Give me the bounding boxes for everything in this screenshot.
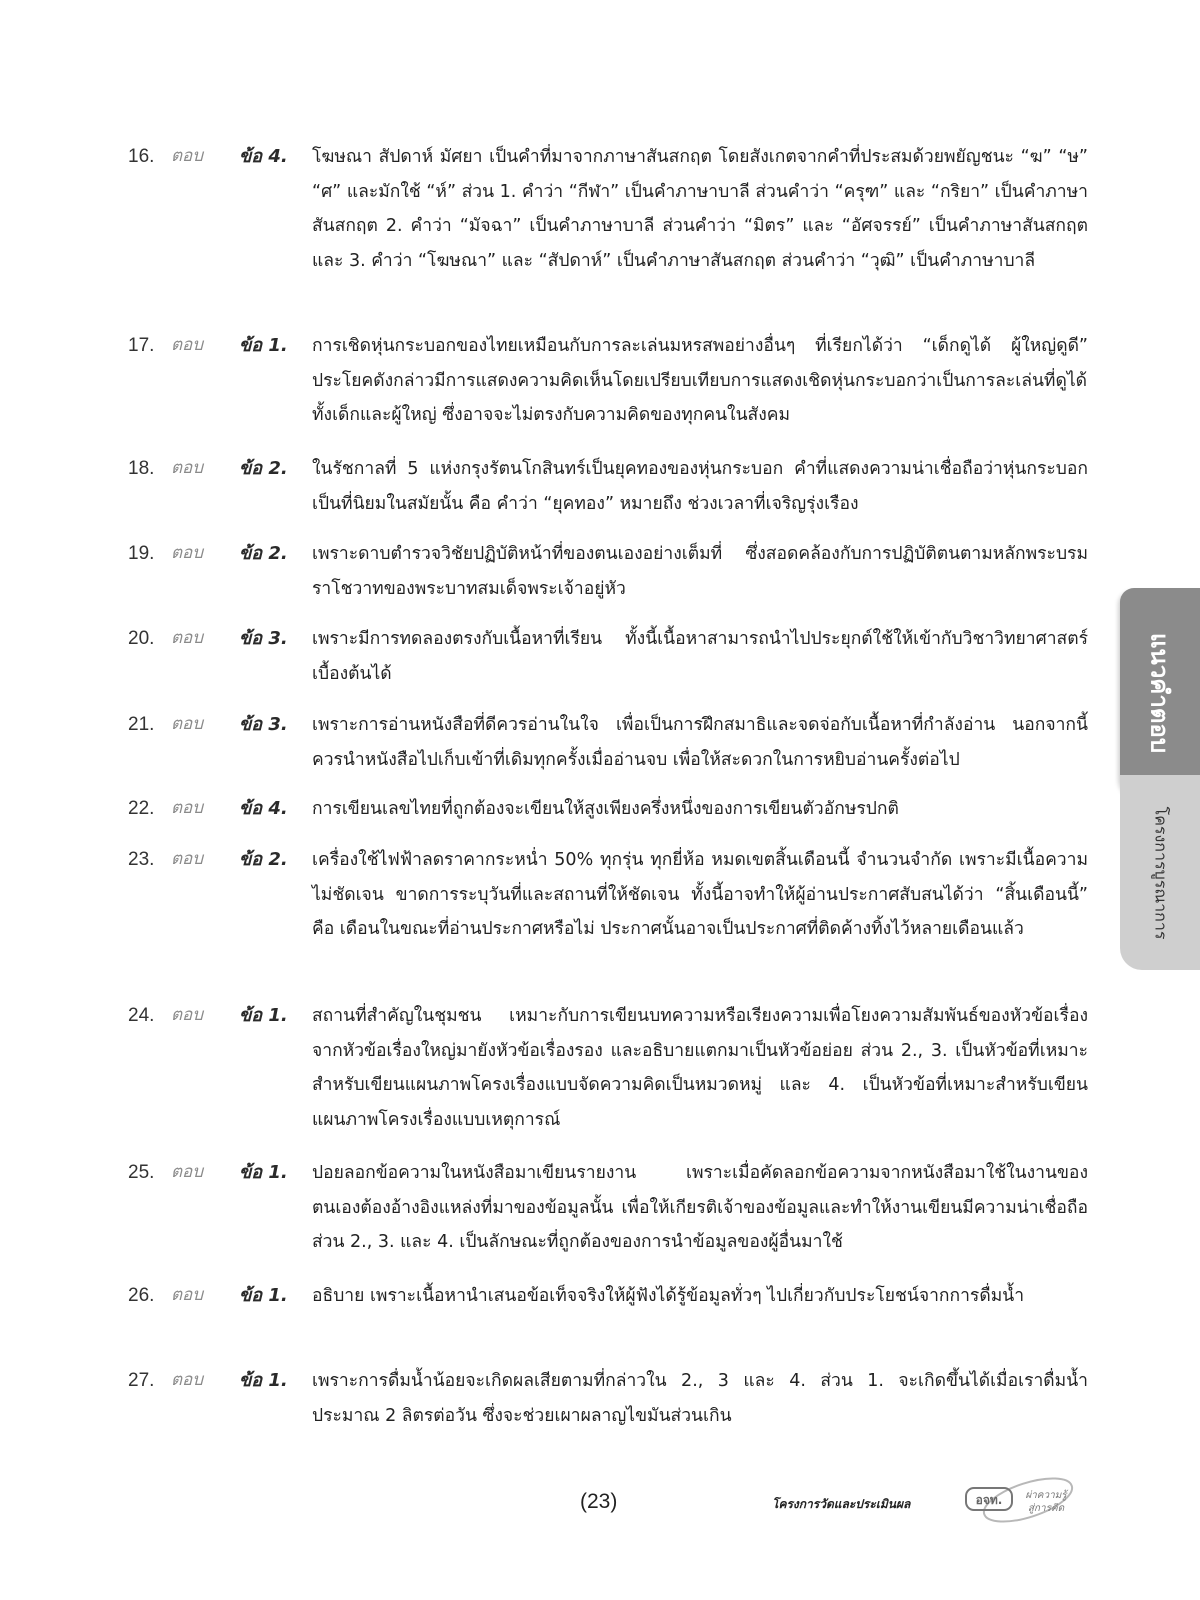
answer-number: 23. bbox=[128, 849, 155, 870]
answer-explanation: ปอยลอกข้อความในหนังสือมาเขียนรายงาน เพราะเมื่อคัดลอกข้อความจากหนังสือมาใช้ในงานของตนเองต้องอ้างอิงแหล่งที่มาของข้อมูลนั้น เพื่อให้เกียรติเจ้าของข้อมูลและทำให้งานเขียนมีความน่าเชื่อถือ ส่วน 2., 3. และ 4. เป็นลักษณะที่ถูกต้องของการนำข้อมูลของผู้อื่นมาใช้ bbox=[312, 1163, 1088, 1252]
answer-number: 16. bbox=[128, 146, 155, 167]
answer-choice: ข้อ 1. bbox=[239, 1162, 288, 1183]
answer-number: 20. bbox=[128, 628, 155, 649]
answer-choice: ข้อ 1. bbox=[239, 1285, 288, 1306]
answer-word: ตอบ bbox=[171, 1162, 204, 1182]
publisher-logo bbox=[960, 1470, 1080, 1530]
answer-choice: ข้อ 2. bbox=[239, 543, 288, 564]
answer-number: 22. bbox=[128, 798, 155, 819]
answer-choice: ข้อ 1. bbox=[239, 335, 288, 356]
answer-word: ตอบ bbox=[171, 1370, 204, 1390]
answer-number: 17. bbox=[128, 335, 155, 356]
answer-word: ตอบ bbox=[171, 146, 204, 166]
answer-word: ตอบ bbox=[171, 543, 204, 563]
answer-word: ตอบ bbox=[171, 458, 204, 478]
answer-word: ตอบ bbox=[171, 798, 204, 818]
answer-word: ตอบ bbox=[171, 1005, 204, 1025]
footer-project-title: โครงการวัดและประเมินผล bbox=[772, 1497, 911, 1511]
answer-word: ตอบ bbox=[171, 335, 204, 355]
answer-number: 18. bbox=[128, 458, 155, 479]
page-number: (23) bbox=[580, 1490, 618, 1513]
answer-choice: ข้อ 3. bbox=[239, 714, 288, 735]
answer-explanation: เพราะมีการทดลองตรงกับเนื้อหาที่เรียน ทั้งนี้เนื้อหาสามารถนำไปประยุกต์ใช้ให้เข้ากับวิชาวิทยาศาสตร์เบื้องต้นได้ bbox=[312, 629, 1088, 684]
logo-abbrev: อจท. bbox=[975, 1493, 1003, 1507]
answer-number: 21. bbox=[128, 714, 155, 735]
answer-explanation: เพราะการอ่านหนังสือที่ดีควรอ่านในใจ เพื่อเป็นการฝึกสมาธิและจดจ่อกับเนื้อหาที่กำลังอ่าน นอกจากนี้ควรนำหนังสือไปเก็บเข้าที่เดิมทุกครั้งเมื่ออ่านจบ เพื่อให้สะดวกในการหยิบอ่านครั้งต่อไป bbox=[312, 715, 1088, 770]
answer-choice: ข้อ 3. bbox=[239, 628, 288, 649]
answer-explanation: ในรัชกาลที่ 5 แห่งกรุงรัตนโกสินทร์เป็นยุคทองของหุ่นกระบอก คำที่แสดงความน่าเชื่อถือว่าหุ่นกระบอกเป็นที่นิยมในสมัยนั้น คือ คำว่า “ยุคทอง” หมายถึง ช่วงเวลาที่เจริญรุ่งเรือง bbox=[312, 459, 1088, 514]
side-tab-project[interactable] bbox=[1120, 775, 1200, 970]
answer-number: 26. bbox=[128, 1285, 155, 1306]
answer-number: 24. bbox=[128, 1005, 155, 1026]
answer-number: 27. bbox=[128, 1370, 155, 1391]
answer-choice: ข้อ 4. bbox=[239, 798, 288, 819]
answer-number: 19. bbox=[128, 543, 155, 564]
logo-slogan-line2: สู่การคิด bbox=[1027, 1503, 1065, 1514]
answer-choice: ข้อ 2. bbox=[239, 849, 288, 870]
answer-explanation: การเชิดหุ่นกระบอกของไทยเหมือนกับการละเล่นมหรสพอย่างอื่นๆ ที่เรียกได้ว่า “เด็กดูได้ ผู้ใหญ่ดูดี” ประโยคดังกล่าวมีการแสดงความคิดเห็นโดยเปรียบเทียบการแสดงเชิดหุ่นกระบอกว่าเป็นการละเล่นที่ดูได้ทั้งเด็กและผู้ใหญ่ ซึ่งอาจจะไม่ตรงกับความคิดของทุกคนในสังคม bbox=[312, 336, 1088, 425]
answer-explanation: เครื่องใช้ไฟฟ้าลดราคากระหน่ำ 50% ทุกรุ่น ทุกยี่ห้อ หมดเขตสิ้นเดือนนี้ จำนวนจำกัด เพราะมีเนื้อความไม่ชัดเจน ขาดการระบุวันที่และสถานที่ให้ชัดเจน ทั้งนี้อาจทำให้ผู้อ่านประกาศสับสนได้ว่า “สิ้นเดือนนี้” คือ เดือนในขณะที่อ่านประกาศหรือไม่ ประกาศนั้นอาจเป็นประกาศที่ติดค้างทิ้งไว้หลายเดือนแล้ว bbox=[312, 850, 1088, 939]
answer-choice: ข้อ 1. bbox=[239, 1005, 288, 1026]
answer-word: ตอบ bbox=[171, 628, 204, 648]
answer-word: ตอบ bbox=[171, 1285, 204, 1305]
answer-choice: ข้อ 4. bbox=[239, 146, 288, 167]
answer-word: ตอบ bbox=[171, 714, 204, 734]
answer-explanation: เพราะดาบตำรวจวิชัยปฏิบัติหน้าที่ของตนเองอย่างเต็มที่ ซึ่งสอดคล้องกับการปฏิบัติตนตามหลักพระบรมราโชวาทของพระบาทสมเด็จพระเจ้าอยู่หัว bbox=[312, 544, 1088, 599]
answer-choice: ข้อ 1. bbox=[239, 1370, 288, 1391]
answer-number: 25. bbox=[128, 1162, 155, 1183]
answer-word: ตอบ bbox=[171, 849, 204, 869]
answer-explanation: อธิบาย เพราะเนื้อหานำเสนอข้อเท็จจริงให้ผู้ฟังได้รู้ข้อมูลทั่วๆ ไปเกี่ยวกับประโยชน์จากการดื่มน้ำ bbox=[312, 1286, 1025, 1306]
answer-explanation: การเขียนเลขไทยที่ถูกต้องจะเขียนให้สูงเพียงครึ่งหนึ่งของการเขียนตัวอักษรปกติ bbox=[312, 799, 899, 819]
side-tab-answers[interactable] bbox=[1120, 588, 1200, 798]
answer-explanation: เพราะการดื่มน้ำน้อยจะเกิดผลเสียตามที่กล่าวใน 2., 3 และ 4. ส่วน 1. จะเกิดขึ้นได้เมื่อเราดื่มน้ำประมาณ 2 ลิตรต่อวัน ซึ่งจะช่วยเผาผลาญไขมันส่วนเกิน bbox=[312, 1371, 1088, 1426]
logo-slogan-line1: ผ่าความรู้ bbox=[1025, 1490, 1067, 1501]
side-tab-answers-label: แนวคำตอบ bbox=[1145, 632, 1174, 754]
answer-explanation: สถานที่สำคัญในชุมชน เหมาะกับการเขียนบทความหรือเรียงความเพื่อโยงความสัมพันธ์ของหัวข้อเรื่องจากหัวข้อเรื่องใหญ่มายังหัวข้อเรื่องรอง และอธิบายแตกมาเป็นหัวข้อย่อย ส่วน 2., 3. เป็นหัวข้อที่เหมาะสำหรับเขียนแผนภาพโครงเรื่องแบบจัดความคิดเป็นหมวดหมู่ และ 4. เป็นหัวข้อที่เหมาะสำหรับเขียนแผนภาพโครงเรื่องแบบเหตุการณ์ bbox=[312, 1006, 1088, 1130]
answer-choice: ข้อ 2. bbox=[239, 458, 288, 479]
side-tab-project-label: โครงการบูรณาการ bbox=[1151, 806, 1171, 939]
answer-explanation: โฆษณา สัปดาห์ มัศยา เป็นคำที่มาจากภาษาสันสกฤต โดยสังเกตจากคำที่ประสมด้วยพยัญชนะ “ฆ” “ษ” “ศ” และมักใช้ “ห์” ส่วน 1. คำว่า “กีฬา” เป็นคำภาษาบาลี ส่วนคำว่า “ครุฑ” และ “กริยา” เป็นคำภาษาสันสกฤต 2. คำว่า “มัจฉา” เป็นคำภาษาบาลี ส่วนคำว่า “มิตร” และ “อัศจรรย์” เป็นคำภาษาสันสกฤต และ 3. คำว่า “โฆษณา” และ “สัปดาห์” เป็นคำภาษาสันสกฤต ส่วนคำว่า “วุฒิ” เป็นคำภาษาบาลี bbox=[312, 147, 1088, 271]
